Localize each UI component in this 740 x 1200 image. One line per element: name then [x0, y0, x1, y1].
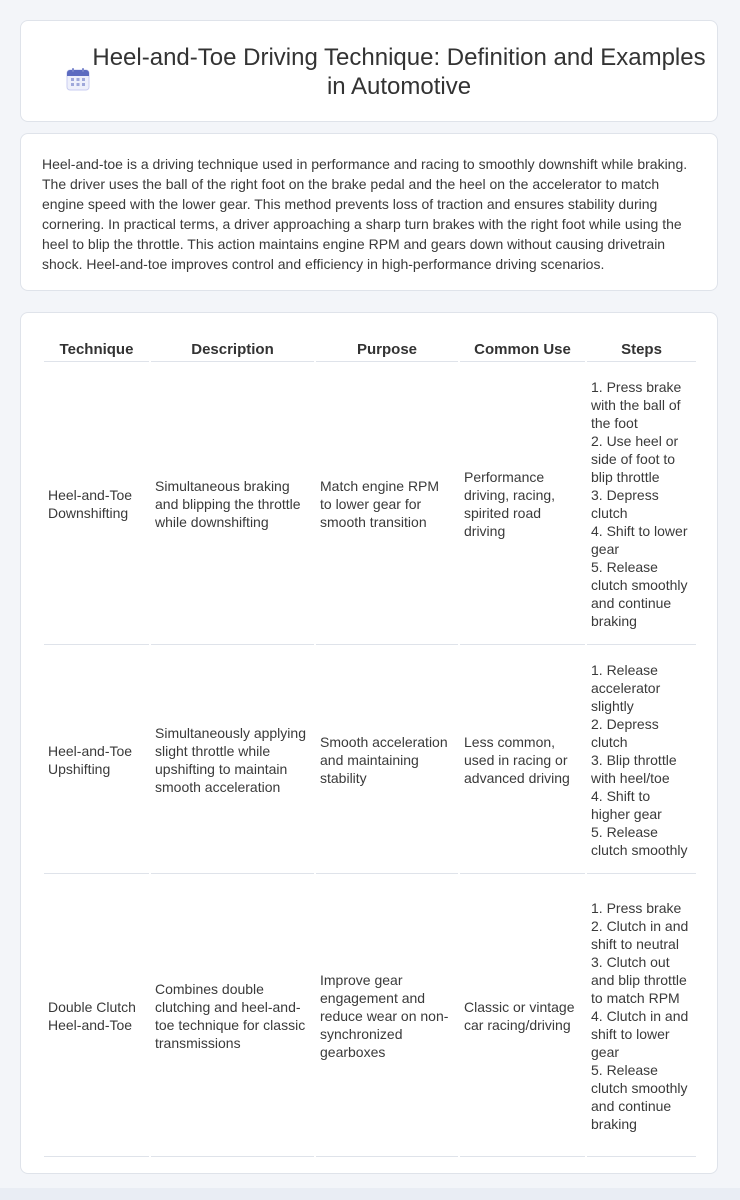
step-item: 4. Clutch in and shift to lower gear — [591, 1008, 689, 1060]
step-item: 1. Press brake — [591, 900, 682, 916]
cell-technique: Heel-and-Toe Upshifting — [44, 647, 149, 874]
table-card — [20, 312, 718, 1174]
step-item: 5. Release clutch smoothly and continue braking — [591, 1062, 688, 1132]
table-row — [44, 364, 696, 645]
cell-common-use: Classic or vintage car racing/driving — [460, 876, 585, 1157]
cell-description: Simultaneous braking and blipping the throttle while downshifting — [151, 364, 314, 645]
header-common-use: Common Use — [460, 335, 585, 362]
intro-card — [20, 133, 718, 291]
step-item: 2. Clutch in and shift to neutral — [591, 918, 689, 952]
step-item: 3. Blip throttle with heel/toe — [591, 752, 677, 786]
technique-table — [42, 333, 698, 1159]
calendar-icon — [66, 67, 90, 91]
step-item: 3. Depress clutch — [591, 487, 659, 521]
step-item: 2. Depress clutch — [591, 716, 659, 750]
cell-common-use: Less common, used in racing or advanced driving — [460, 647, 585, 874]
cell-purpose: Improve gear engagement and reduce wear on non-synchronized gearboxes — [316, 876, 458, 1157]
page-title: Heel-and-Toe Driving Technique: Definition and Examples in Automotive — [92, 44, 706, 100]
footer-strip — [0, 1188, 740, 1200]
step-item: 4. Shift to lower gear — [591, 523, 688, 557]
cell-purpose: Smooth acceleration and maintaining stability — [316, 647, 458, 874]
header-technique: Technique — [44, 335, 149, 362]
table-header-row — [44, 335, 696, 362]
cell-steps — [587, 647, 696, 874]
cell-technique: Heel-and-Toe Downshifting — [44, 364, 149, 645]
intro-paragraph: Heel-and-toe is a driving technique used in performance and racing to smoothly downshift while braking. The driver uses the ball of the right foot on the brake pedal and the heel on the accelerator to match engine speed with the lower gear. This method prevents loss of traction and ensures stability during cornering. In practical terms, a driver approaching a sharp turn brakes with the right foot while using the heel to blip the throttle. This action maintains engine RPM and gears down without causing drivetrain shock. Heel-and-toe improves control and efficiency in high-performance driving scenarios. — [42, 156, 688, 272]
step-item: 5. Release clutch smoothly and continue braking — [591, 559, 688, 629]
table-row — [44, 647, 696, 874]
header-card — [20, 20, 718, 122]
step-item: 1. Press brake with the ball of the foot — [591, 379, 682, 431]
header-description: Description — [151, 335, 314, 362]
step-item: 2. Use heel or side of foot to blip throttle — [591, 433, 679, 485]
cell-description: Simultaneously applying slight throttle while upshifting to maintain smooth acceleration — [151, 647, 314, 874]
header-steps: Steps — [587, 335, 696, 362]
header-purpose: Purpose — [316, 335, 458, 362]
step-item: 1. Release accelerator slightly — [591, 662, 661, 714]
step-item: 5. Release clutch smoothly — [591, 824, 688, 858]
cell-steps — [587, 364, 696, 645]
step-item: 3. Clutch out and blip throttle to match RPM — [591, 954, 687, 1006]
cell-steps — [587, 876, 696, 1157]
step-item: 4. Shift to higher gear — [591, 788, 662, 822]
cell-purpose: Match engine RPM to lower gear for smooth transition — [316, 364, 458, 645]
cell-technique: Double Clutch Heel-and-Toe — [44, 876, 149, 1157]
cell-common-use: Performance driving, racing, spirited road driving — [460, 364, 585, 645]
cell-description: Combines double clutching and heel-and-toe technique for classic transmissions — [151, 876, 314, 1157]
table-row — [44, 876, 696, 1157]
